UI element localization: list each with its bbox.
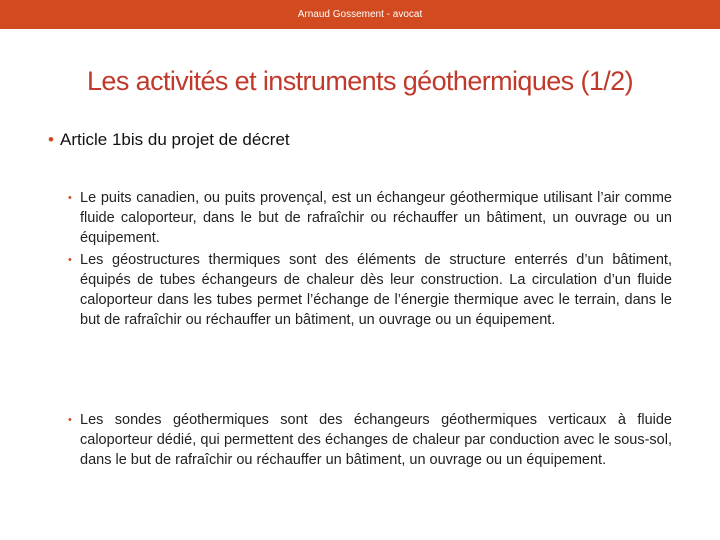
bullet-text: Le puits canadien, ou puits provençal, est un échangeur géothermique utilisant l’air comme fluide caloporteur, dans le but de rafraîchir ou réchauffer un bâtiment, un ouvrage ou un équipement.: [80, 190, 672, 246]
bullet-text: Les géostructures thermiques sont des éléments de structure enterrés d’un bâtiment, équipés de tubes échangeurs de chaleur dès leur construction. La circulation d’un fluide caloporteur dans les tubes permet l’échange de l’énergie thermique avec le terrain, dans le but de rafraîchir ou réchauffer un bâtiment, un ouvrage ou un équipement.: [80, 252, 672, 328]
bullet-text: Les sondes géothermiques sont des échangeurs géothermiques verticaux à fluide caloporteur dédié, qui permettent des échanges de chaleur par conduction avec le sous-sol, dans le but de rafraîchir ou réchauffer un bâtiment, un ouvrage ou un équipement.: [80, 412, 672, 468]
bullet-item-sondes: [68, 410, 672, 470]
header-bar: [0, 0, 720, 29]
section-heading-text: Article 1bis du projet de décret: [60, 130, 290, 149]
section-heading: [48, 130, 688, 150]
bullet-icon: •: [68, 192, 72, 204]
bullet-item-geostructures: [68, 250, 672, 330]
bullet-icon: •: [68, 414, 72, 426]
bullet-item-puits-canadien: [68, 188, 672, 248]
bullet-icon: •: [48, 130, 54, 149]
author-label: Arnaud Gossement - avocat: [297, 9, 423, 20]
slide-title: Les activités et instruments géothermiques (1/2): [87, 66, 633, 96]
bullet-icon: •: [68, 254, 72, 266]
